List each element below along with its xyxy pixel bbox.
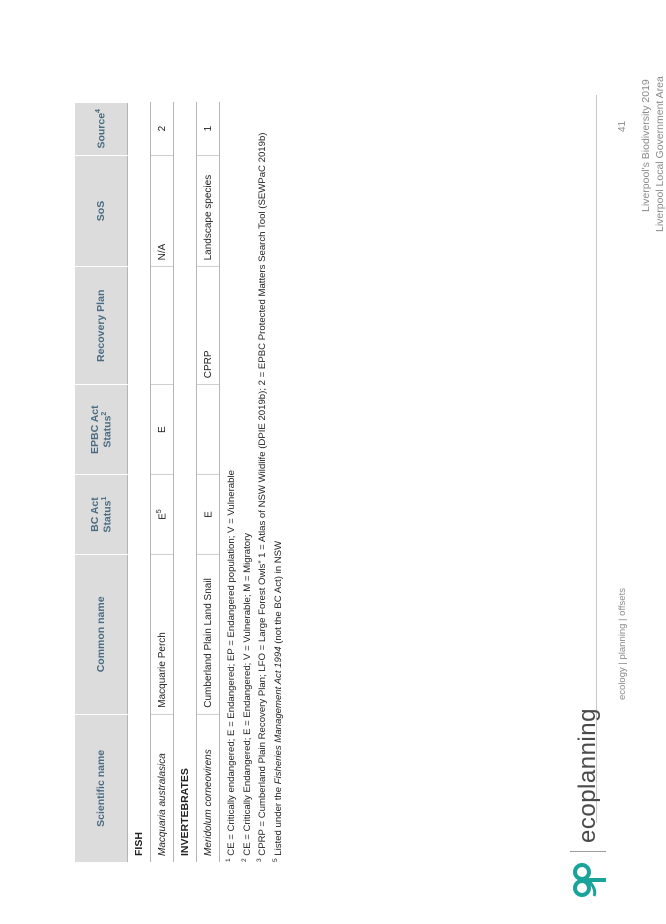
col-header-bc-act-status: BC Act Status$^1$: [75, 475, 128, 555]
brand-name: ecoplanning: [574, 708, 601, 843]
category-row: [128, 103, 151, 863]
header-subtitle: Liverpool Local Government Area: [654, 76, 666, 232]
table-row: [151, 103, 174, 863]
table-header-row: [75, 103, 128, 863]
logo-separator: [570, 851, 606, 852]
recovery-plan-cell: CPRP: [197, 267, 220, 385]
epbc-status-cell: E: [151, 385, 174, 475]
footnote-5: $^5$ Listed under the Fisheries Management Act 1994 (not the BC Act) in NSW: [272, 540, 285, 862]
bc-status-cell: E: [197, 475, 220, 555]
recovery-plan-cell: [151, 267, 174, 385]
common-name-cell: Cumberland Plain Land Snail: [197, 555, 220, 715]
bc-status-cell: $E^5$: [151, 475, 174, 555]
scientific-name-cell: Meridolum corneovirens: [197, 714, 220, 862]
col-header-recovery-plan: Recovery Plan: [75, 267, 128, 385]
category-label: INVERTEBRATES: [174, 103, 197, 863]
col-header-common-name: Common name: [75, 555, 128, 715]
sos-cell: N/A: [151, 155, 174, 267]
category-label: FISH: [128, 103, 151, 863]
species-table: [75, 102, 220, 862]
footnote-3: $^3$ CPRP = Cumberland Plain Recovery Plan; LFO = Large Forest Owls” 1 = Atlas of NSW Wildlife (DPIE 2019b); 2 = EPBC Protected Matters Search Tool (SEWPaC 2019b): [256, 132, 269, 862]
common-name-cell: Macquarie Perch: [151, 555, 174, 715]
col-header-source: Source$^4$: [75, 103, 128, 156]
table-row: [197, 103, 220, 863]
page-number: 41: [617, 120, 628, 132]
scientific-name-cell: Macquaria australasica: [151, 714, 174, 862]
footnotes: [223, 72, 286, 862]
epbc-status-cell: [197, 385, 220, 475]
sos-cell: Landscape species: [197, 155, 220, 267]
category-row: [174, 103, 197, 863]
footer-logo: [574, 708, 609, 900]
col-header-sos: SoS: [75, 155, 128, 267]
footer-tagline: ecology | planning | offsets: [617, 588, 628, 700]
footnote-2: $^2$ CE = Critically Endangered; E = Endangered; V = Vulnerable; M = Migratory: [240, 532, 253, 862]
rotated-content: [75, 72, 375, 862]
col-header-scientific-name: Scientific name: [75, 714, 128, 862]
footnote-1: $^1$ CE = Critically endangered; E = Endangered; EP = Endangered population; V = Vulnerable: [225, 470, 238, 862]
ecoplanning-logo-icon: [568, 860, 608, 900]
header-title: Liverpool's Biodiversity 2019: [640, 79, 652, 212]
source-cell: 2: [151, 103, 174, 156]
source-cell: 1: [197, 103, 220, 156]
col-header-epbc-act-status: EPBC Act Status$^2$: [75, 385, 128, 475]
